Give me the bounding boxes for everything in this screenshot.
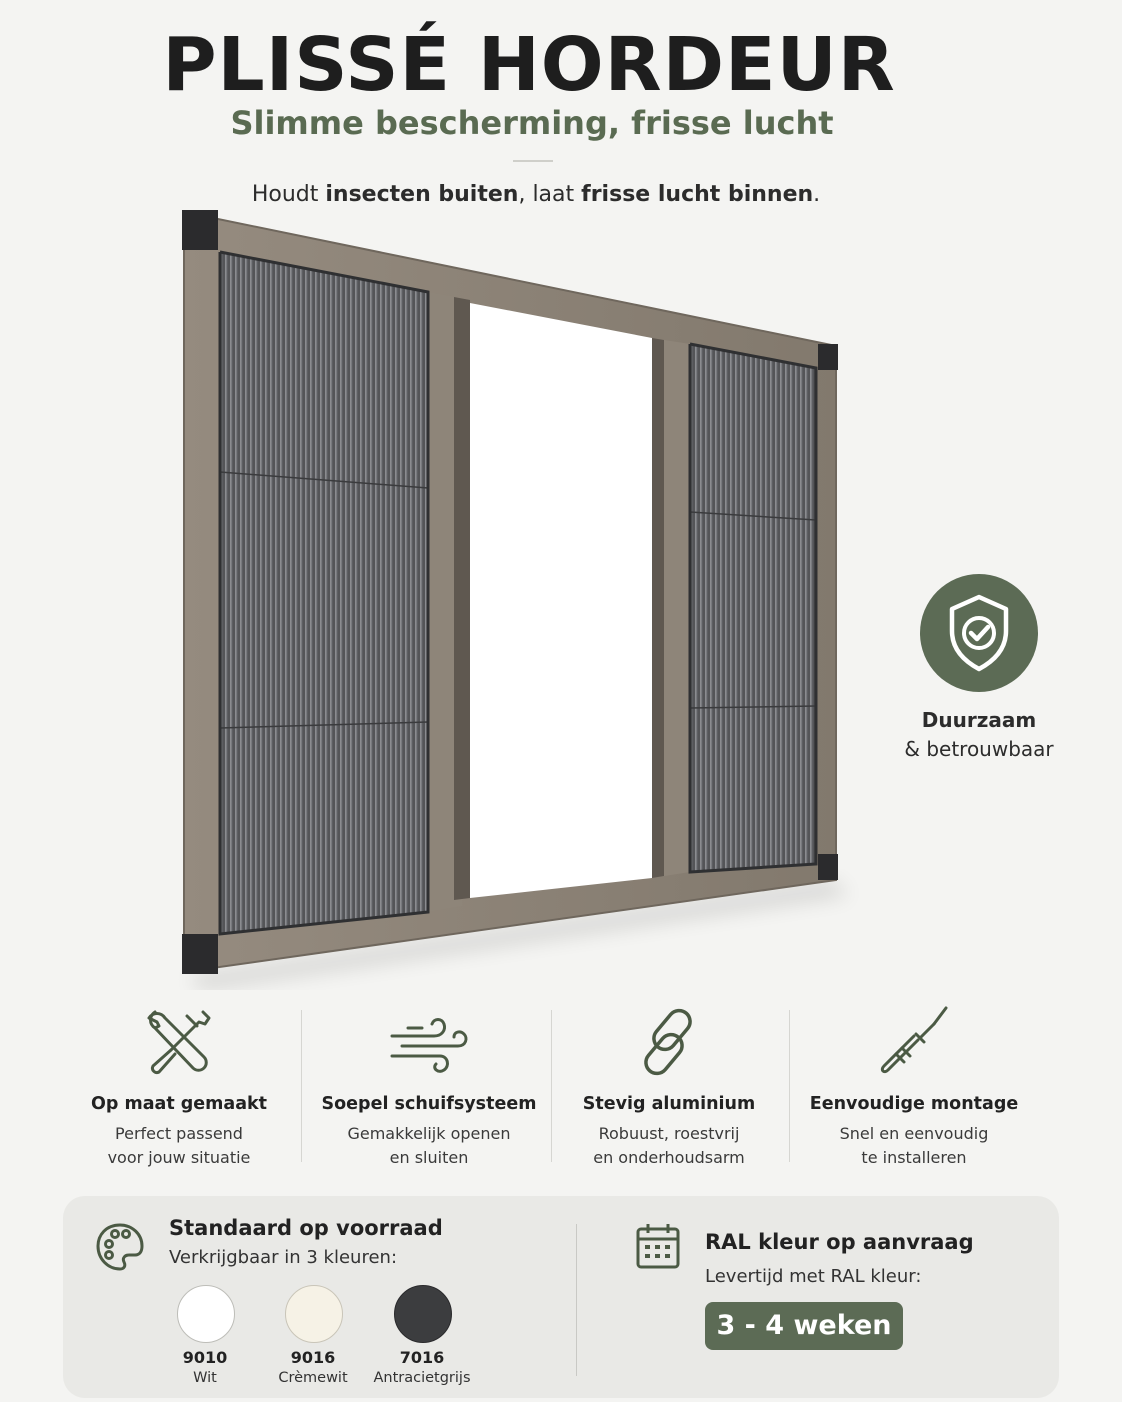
feature-desc-line: te installeren [861,1148,967,1167]
feature-title: Soepel schuifsysteem [321,1094,537,1114]
badge-title: Duurzaam [921,708,1037,732]
chain-link-icon [631,1004,707,1080]
feature-desc-line: Perfect passend [115,1124,243,1143]
color-swatch-9016 [285,1285,343,1343]
ral-desc: Levertijd met RAL kleur: [705,1266,922,1287]
shield-check-icon [944,593,1014,673]
tagline-text: Houdt [251,182,326,207]
feature-desc-line: Gemakkelijk openen [347,1124,511,1143]
stock-title: Standaard op voorraad [169,1216,443,1240]
header-divider [513,160,553,162]
tagline-text: . [813,182,821,207]
wind-icon [388,1010,470,1080]
feature-desc-line: en onderhoudsarm [593,1148,745,1167]
screwdriver-icon [876,1004,952,1080]
color-name: Wit [193,1370,217,1386]
badge-subtitle: & betrouwbaar [904,737,1054,761]
panel-separator [576,1224,577,1376]
page-subtitle: Slimme bescherming, frisse lucht [230,104,834,142]
feature-aluminium [554,1000,784,1170]
product-image-pleated-screen-door [150,200,870,990]
tagline-emphasis: insecten buiten [325,182,519,207]
palette-icon [95,1222,145,1272]
color-code: 9010 [182,1348,228,1367]
feature-smooth-sliding [304,1000,554,1170]
feature-easy-mounting [799,1000,1029,1170]
color-code: 7016 [399,1348,445,1367]
feature-title: Eenvoudige montage [809,1094,1019,1114]
feature-desc-line: en sluiten [389,1148,469,1167]
features-row [54,1000,1064,1175]
feature-title: Stevig aluminium [582,1094,756,1114]
delivery-time-badge: 3 - 4 weken [705,1302,903,1350]
availability-panel [63,1196,1059,1398]
feature-custom-made [54,1000,304,1170]
color-swatch-9010 [177,1285,235,1343]
feature-desc-line: voor jouw situatie [107,1148,251,1167]
color-name: Crèmewit [278,1370,348,1386]
feature-title: Op maat gemaakt [90,1094,268,1114]
feature-separator [301,1010,302,1162]
feature-desc-line: Snel en eenvoudig [839,1124,989,1143]
tools-icon [141,1004,217,1080]
color-code: 9016 [290,1348,336,1367]
badge-text [890,706,1068,764]
durability-badge [920,574,1038,692]
feature-desc-line: Robuust, roestvrij [598,1124,740,1143]
page-title: PLISSÉ HORDEUR [162,22,896,108]
stock-desc: Verkrijgbaar in 3 kleuren: [169,1247,398,1268]
feature-separator [551,1010,552,1162]
ral-title: RAL kleur op aanvraag [705,1230,974,1254]
tagline-text: , laat [518,182,582,207]
tagline-emphasis: frisse lucht binnen [581,182,814,207]
color-name: Antracietgrijs [373,1370,471,1386]
feature-separator [789,1010,790,1162]
color-swatch-7016 [394,1285,452,1343]
calendar-icon [635,1222,681,1270]
